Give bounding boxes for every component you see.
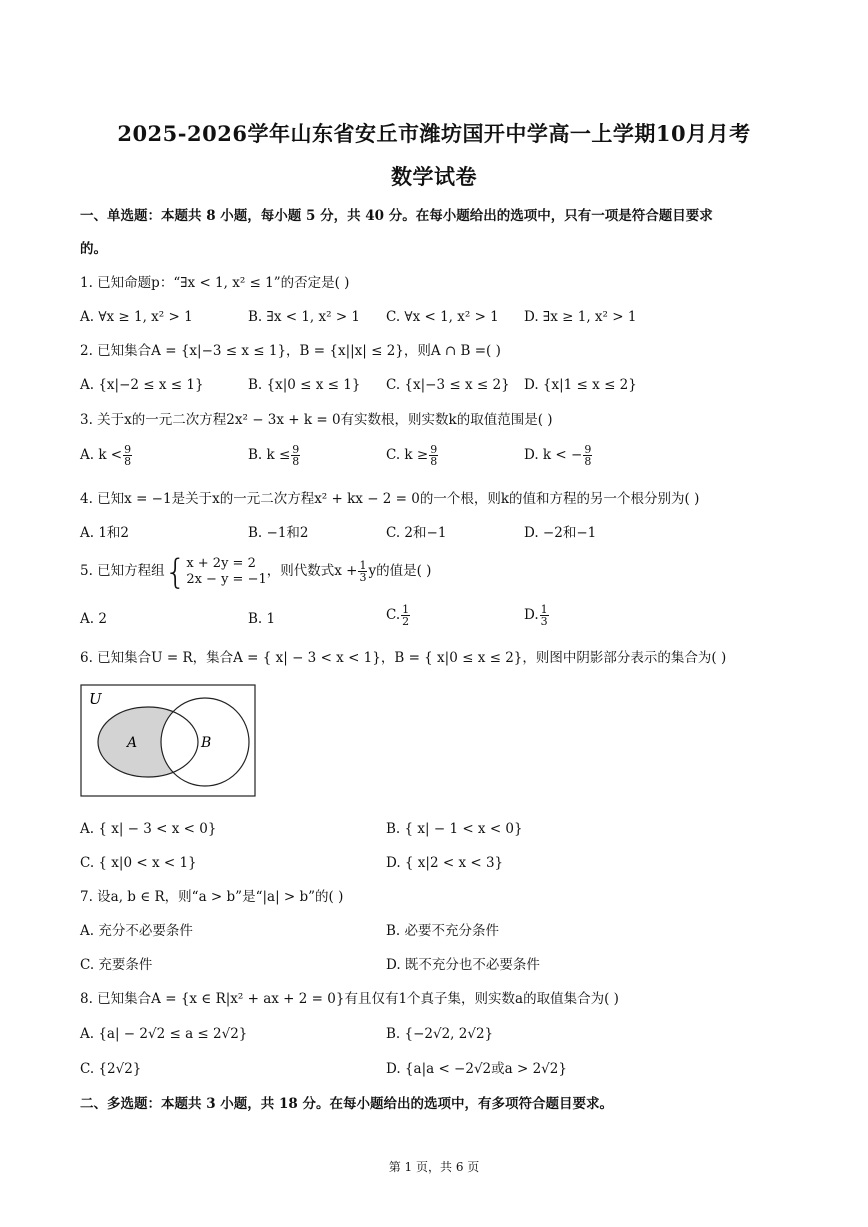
q8-option-d: D. {a|a < −2√2或a > 2√2} xyxy=(386,1061,567,1077)
q3-fraction: $\frac{9}{8}$ xyxy=(430,443,438,468)
page-footer: 第 1 页，共 6 页 xyxy=(388,1160,480,1174)
q1-option-d: D. ∃x ≥ 1, x² > 1 xyxy=(524,309,637,325)
q2-option-d: D. {x|1 ≤ x ≤ 2} xyxy=(524,377,637,393)
q3-option-c: C. k ≥ $\frac{9}{8}$ xyxy=(386,443,438,468)
q1-option-b: B. ∃x < 1, x² > 1 xyxy=(248,309,361,325)
equation-1: x + 2y = 2 xyxy=(186,556,256,571)
q8-option-b: B. {−2√2, 2√2} xyxy=(386,1026,494,1042)
q3-fraction: $\frac{9}{8}$ xyxy=(292,443,300,468)
q5-option-c: C. $\frac{1}{2}$ xyxy=(386,603,410,628)
q3-option-a: A. k < $\frac{9}{8}$ xyxy=(80,443,132,468)
question-2-stem: 2. 已知集合A = {x|−3 ≤ x ≤ 1}，B = {x||x| ≤ 2}，则A ∩ B =( ) xyxy=(80,343,501,359)
q3-option-d: D. k < − $\frac{9}{8}$ xyxy=(524,443,592,468)
question-5-stem: 5. 已知方程组{ x + 2y = 2 2x − y = −1，则代数式x + $\frac{1}{3}$ y的值是( ) xyxy=(80,552,432,592)
q7-option-d: D. 既不充分也不必要条件 xyxy=(386,957,540,973)
set-a-label: A xyxy=(127,735,138,751)
section1-heading-cont: 的。 xyxy=(80,241,107,257)
equation-2: 2x − y = −1 xyxy=(186,572,267,587)
set-b-label: B xyxy=(201,735,212,751)
q4-option-d: D. −2和−1 xyxy=(524,525,597,541)
q5-option-d: D. $\frac{1}{3}$ xyxy=(524,603,548,628)
q5-option-c-fraction: $\frac{1}{2}$ xyxy=(402,603,410,628)
exam-title-line1: 2025-2026学年山东省安丘市潍坊国开中学高一上学期10月月考 xyxy=(117,121,751,146)
q4-option-b: B. −1和2 xyxy=(248,525,309,541)
q6-option-d: D. { x|2 < x < 3} xyxy=(386,855,504,871)
q8-option-a: A. {a| − 2√2 ≤ a ≤ 2√2} xyxy=(80,1026,248,1042)
universe-label: U xyxy=(89,690,102,708)
question-6-stem: 6. 已知集合U = R，集合A = { x| − 3 < x < 1}，B = { x|0 ≤ x ≤ 2}，则图中阴影部分表示的集合为( ) xyxy=(80,650,727,666)
q5-option-d-fraction: $\frac{1}{3}$ xyxy=(540,603,548,628)
q7-option-a: A. 充分不必要条件 xyxy=(80,923,193,939)
q5-stem-fraction: $\frac{1}{3}$ xyxy=(359,559,367,584)
q2-option-a: A. {x|−2 ≤ x ≤ 1} xyxy=(80,377,204,393)
question-4-stem: 4. 已知x = −1是关于x的一元二次方程x² + kx − 2 = 0的一个根，则k的值和方程的另一个根分别为( ) xyxy=(80,491,700,507)
q5-option-a: A. 2 xyxy=(80,611,107,627)
q7-option-b: B. 必要不充分条件 xyxy=(386,923,500,939)
q3-fraction: $\frac{9}{8}$ xyxy=(584,443,592,468)
q7-option-c: C. 充要条件 xyxy=(80,957,153,973)
equation-system: { x + 2y = 2 2x − y = −1 xyxy=(164,552,267,592)
q3-option-b: B. k ≤ $\frac{9}{8}$ xyxy=(248,443,300,468)
q1-option-a: A. ∀x ≥ 1, x² > 1 xyxy=(80,309,193,325)
q2-option-b: B. {x|0 ≤ x ≤ 1} xyxy=(248,377,361,393)
section2-heading: 二、多选题：本题共 3 小题，共 18 分。在每小题给出的选项中，有多项符合题目要求。 xyxy=(80,1096,613,1112)
question-8-stem: 8. 已知集合A = {x ∈ R|x² + ax + 2 = 0}有且仅有1个真子集，则实数a的取值集合为( ) xyxy=(80,991,619,1007)
venn-diagram xyxy=(80,684,258,798)
q6-option-b: B. { x| − 1 < x < 0} xyxy=(386,821,523,837)
q8-option-c: C. {2√2} xyxy=(80,1061,142,1077)
section1-heading: 一、单选题：本题共 8 小题，每小题 5 分，共 40 分。在每小题给出的选项中，只有一项是符合题目要求 xyxy=(80,208,713,224)
q5-option-b: B. 1 xyxy=(248,611,276,627)
question-1-stem: 1. 已知命题p：“∃x < 1, x² ≤ 1”的否定是( ) xyxy=(80,275,350,291)
q6-option-a: A. { x| − 3 < x < 0} xyxy=(80,821,217,837)
q3-fraction: $\frac{9}{8}$ xyxy=(124,443,132,468)
q4-option-c: C. 2和−1 xyxy=(386,525,447,541)
q4-option-a: A. 1和2 xyxy=(80,525,130,541)
q2-option-c: C. {x|−3 ≤ x ≤ 2} xyxy=(386,377,510,393)
q1-option-c: C. ∀x < 1, x² > 1 xyxy=(386,309,499,325)
question-3-stem: 3. 关于x的一元二次方程2x² − 3x + k = 0有实数根，则实数k的取值范围是( ) xyxy=(80,412,553,428)
question-7-stem: 7. 设a, b ∈ R，则“a > b”是“|a| > b”的( ) xyxy=(80,889,344,905)
q6-option-c: C. { x|0 < x < 1} xyxy=(80,855,197,871)
exam-title-line2: 数学试卷 xyxy=(391,164,477,189)
